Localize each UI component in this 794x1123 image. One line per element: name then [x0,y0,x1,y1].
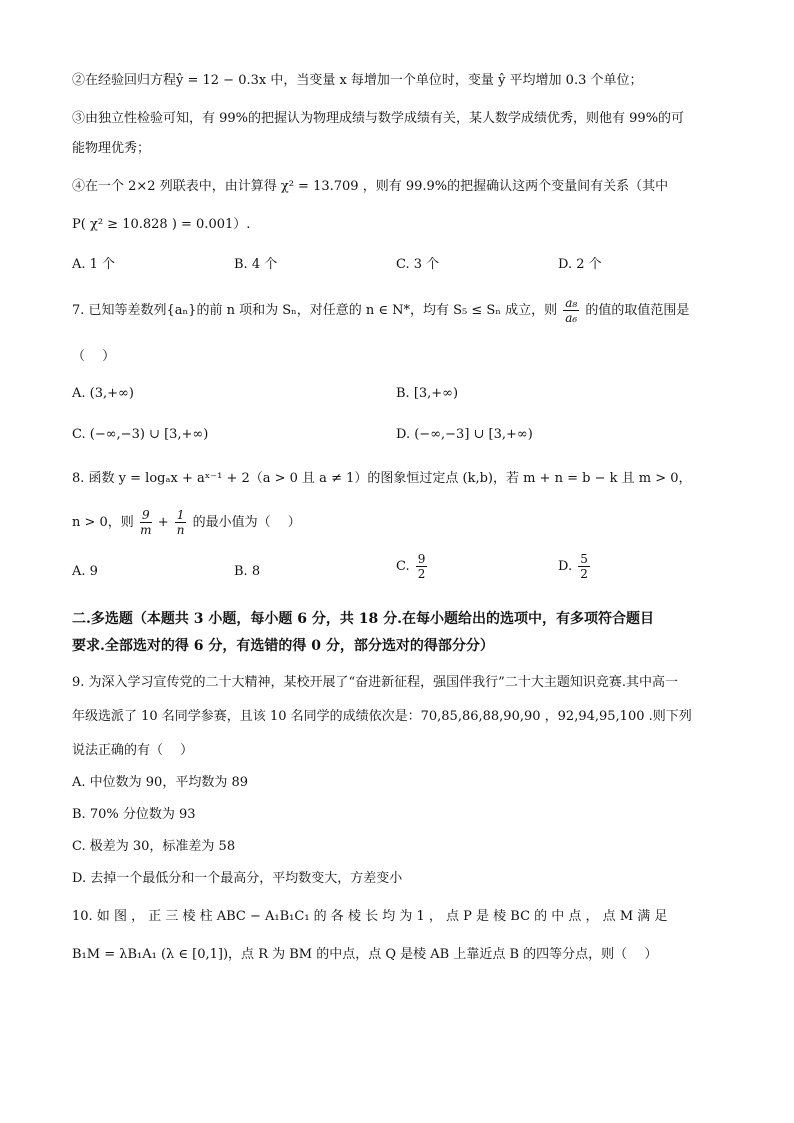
q6-option-a: A. 1 个 [72,257,116,272]
q6-option-d: D. 2 个 [558,257,602,272]
q9-option-b: B. 70% 分位数为 93 [72,807,196,822]
q6-item-3-line2: 能物理优秀； [72,141,151,156]
q6-option-b: B. 4 个 [234,257,278,272]
q7-stem [72,296,689,325]
q8-stem-line2-pre: n > 0，则 [72,515,134,530]
q10-stem-line2: B₁M = λB₁A₁ (λ ∈ [0,1])，点 R 为 BM 的中点，点 Q 是棱 AB 上靠近点 B 的四等分点，则（ ） [72,947,658,962]
q8-frac1-numerator: 9 [141,508,150,522]
q10-stem-line1: 10. 如 图 ， 正 三 棱 柱 ABC − A₁B₁C₁ 的 各 棱 长 均 为 1 ， 点 P 是 棱 BC 的 中 点 ， 点 M 满 足 [72,909,668,924]
q9-option-d: D. 去掉一个最低分和一个最高分，平均数变大，方差变小 [72,871,403,886]
q8-option-d-fraction [578,552,590,581]
q6-option-c: C. 3 个 [396,257,440,272]
q8-option-d-numerator: 5 [580,552,588,566]
q8-option-d [558,552,592,581]
q8-frac1-denominator: m [140,523,152,537]
q6-item-4-line2: P( χ² ≥ 10.828 ) = 0.001）. [72,217,251,232]
q8-option-b: B. 8 [234,564,261,579]
q9-option-c: C. 极差为 30，标准差为 58 [72,839,236,854]
q8-frac2-numerator: 1 [176,508,185,522]
q8-frac2-denominator: n [176,523,185,537]
q6-item-3-line1: ③由独立性检验可知，有 99%的把握认为物理成绩与数学成绩有关，某人数学成绩优秀，则他有 99%的可 [72,111,685,126]
q8-option-d-label: D. [558,559,573,574]
section2-title-line2: 要求.全部选对的得 6 分，有选错的得 0 分，部分选对的得部分分） [72,638,494,654]
q8-stem-line1: 8. 函数 y = logₐx + aˣ⁻¹ + 2（a > 0 且 a ≠ 1）的图象恒过定点 (k,b)，若 m + n = b − k 且 m > 0， [72,471,692,486]
q8-option-c-numerator: 9 [417,552,426,566]
q7-frac-denominator: a₆ [565,311,578,325]
q7-answer-paren: （ ） [72,349,116,364]
q9-stem-line2: 年级选派了 10 名同学参赛，且该 10 名同学的成绩依次是：70,85,86,88,90,90 ，92,94,95,100 .则下列 [72,709,692,724]
q9-option-a: A. 中位数为 90，平均数为 89 [72,775,249,790]
q8-option-a: A. 9 [72,564,98,579]
q7-fraction [563,296,579,325]
q7-option-a: A. (3,+∞) [72,386,134,401]
q8-option-c-label: C. [396,559,410,574]
q8-stem-line2 [72,508,301,537]
q9-stem-line3: 说法正确的有（ ） [72,743,194,758]
q7-option-b: B. [3,+∞) [396,386,459,401]
q7-stem-text: 7. 已知等差数列{aₙ}的前 n 项和为 Sₙ，对任意的 n ∈ N*，均有 S₅ ≤ Sₙ 成立，则 [72,303,558,318]
q8-stem-line2-post: 的最小值为（ ） [192,515,301,530]
q9-stem-line1: 9. 为深入学习宣传党的二十大精神，某校开展了“奋进新征程，强国伴我行”二十大主题知识竞赛.其中高一 [72,675,678,690]
q8-option-c [396,552,429,581]
q8-option-c-denominator: 2 [417,567,426,581]
q8-option-d-denominator: 2 [580,567,588,581]
q8-fraction-2 [175,508,187,537]
q7-option-d: D. (−∞,−3] ∪ [3,+∞) [396,427,533,442]
section2-title-line1: 二.多选题（本题共 3 小题，每小题 6 分，共 18 分.在每小题给出的选项中，有多项符合题目 [72,611,654,627]
q7-option-c: C. (−∞,−3) ∪ [3,+∞) [72,427,209,442]
q6-item-2: ②在经验回归方程ŷ = 12 − 0.3x 中，当变量 x 每增加一个单位时，变量 ŷ 平均增加 0.3 个单位； [72,73,643,88]
q8-plus-sign: + [157,515,169,530]
q8-fraction-1 [140,508,152,537]
q8-option-c-fraction [416,552,428,581]
q7-frac-numerator: a₈ [565,296,578,310]
q6-item-4-line1: ④在一个 2×2 列联表中，由计算得 χ² = 13.709 ，则有 99.9%的把握确认这两个变量间有关系（其中 [72,179,669,194]
q7-stem-tail: 的值的取值范围是 [585,303,690,318]
